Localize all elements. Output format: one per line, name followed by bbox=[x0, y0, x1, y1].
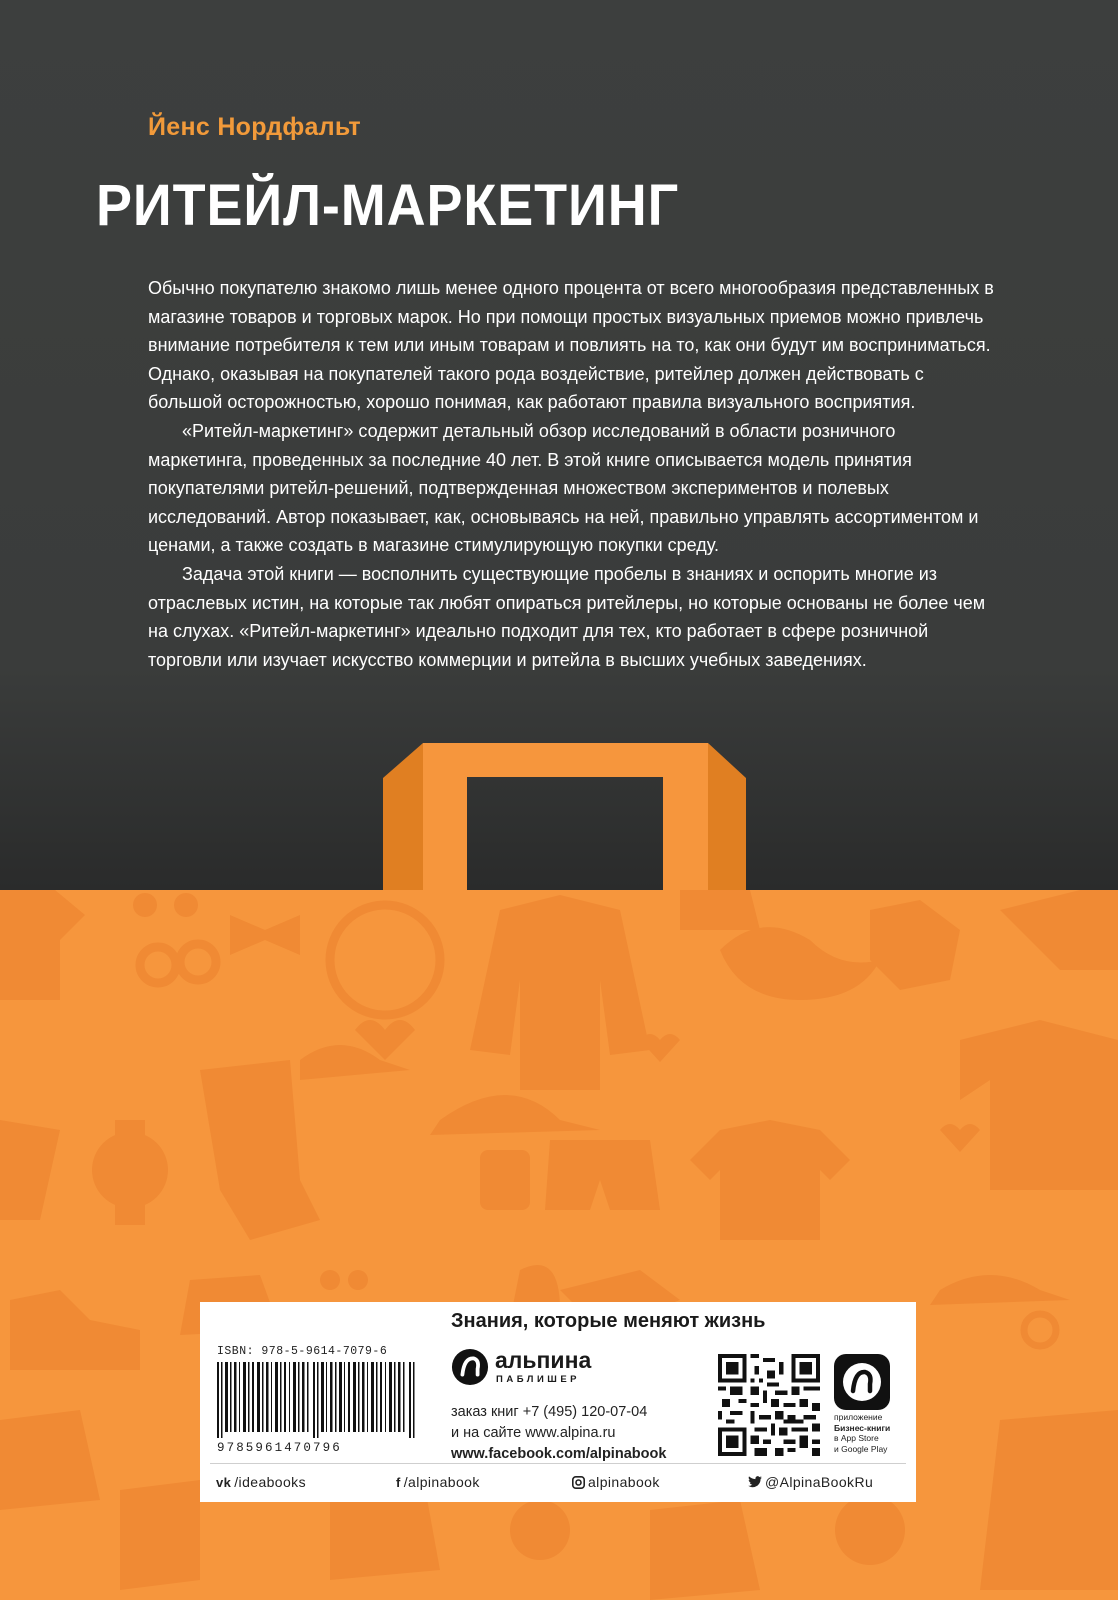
vk-icon: vk bbox=[216, 1474, 232, 1490]
description-paragraph: «Ритейл-маркетинг» содержит детальный обзор исследований в области розничного маркетинга, проведенных за последние 40 лет. В этой книге описывается модель принятия покупателями ритейл-решений, подтвержденная множеством экспериментов и полевых исследований. Автор показывает, как, основываясь на ней, правильно управлять ассортиментом и ценами, а также создать в магазине стимулирующую покупки среду. bbox=[148, 420, 979, 556]
app-line: в App Store bbox=[834, 1433, 879, 1443]
publisher-subtitle: ПАБЛИШЕР bbox=[496, 1374, 580, 1385]
app-line: приложение bbox=[834, 1412, 883, 1422]
social-facebook bbox=[396, 1474, 480, 1490]
site-link: и на сайте www.alpina.ru bbox=[451, 1425, 616, 1441]
barcode bbox=[217, 1362, 417, 1438]
barcode-number: 9785961470796 bbox=[217, 1441, 342, 1455]
author-name: Йенс Нордфальт bbox=[148, 113, 361, 141]
bag-handle-illustration bbox=[383, 743, 746, 893]
twitter-icon bbox=[748, 1476, 762, 1488]
social-twitter bbox=[748, 1474, 873, 1490]
social-facebook-handle: /alpinabook bbox=[403, 1474, 480, 1490]
order-phone: заказ книг +7 (495) 120-07-04 bbox=[451, 1404, 648, 1420]
book-description bbox=[148, 274, 998, 674]
publisher-contacts bbox=[451, 1402, 666, 1465]
social-twitter-handle: @AlpinaBookRu bbox=[765, 1474, 874, 1490]
description-paragraph: Обычно покупателю знакомо лишь менее одного процента от всего многообразия представленных в магазине товаров и торговых марок. Но при помощи простых визуальных приемов можно привлечь внимание потребителя к тем или иным товарам и повлиять на то, как они будут им восприниматься. Однако, оказывая на покупателей такого рода воздействие, ритейлер должен действовать с большой осторожностью, хорошо понимая, как работают правила визуального восприятия. bbox=[148, 278, 994, 413]
alpina-logo-icon bbox=[451, 1348, 489, 1386]
facebook-icon: f bbox=[396, 1474, 401, 1490]
app-store-alpina-icon bbox=[834, 1354, 890, 1410]
instagram-icon bbox=[572, 1476, 585, 1489]
publisher-info-panel bbox=[200, 1302, 916, 1502]
app-line: и Google Play bbox=[834, 1443, 888, 1454]
app-line bbox=[834, 1423, 890, 1434]
social-vk-handle: /ideabooks bbox=[234, 1474, 306, 1490]
publisher-slogan: Знания, которые меняют жизнь bbox=[451, 1310, 766, 1332]
social-instagram-handle: alpinabook bbox=[588, 1474, 660, 1490]
panel-divider bbox=[210, 1463, 906, 1464]
app-name: Бизнес-книги bbox=[834, 1422, 891, 1433]
isbn-label: ISBN: 978-5-9614-7079-6 bbox=[217, 1345, 388, 1358]
description-paragraph: Задача этой книги — восполнить существующие пробелы в знаниях и оспорить многие из отраслевых истин, на которые так любят опираться ритейлеры, но которые основаны не более чем на слухах. «Ритейл-маркетинг» идеально подходит для тех, кто работает в сфере розничной торговли или изучает искусство коммерции и ритейла в высших учебных заведениях. bbox=[148, 563, 986, 670]
book-title: РИТЕЙЛ-МАРКЕТИНГ bbox=[96, 173, 680, 238]
publisher-name: альпина bbox=[495, 1347, 592, 1373]
facebook-link: www.facebook.com/alpinabook bbox=[451, 1446, 667, 1462]
qr-code bbox=[718, 1354, 820, 1456]
social-vk bbox=[216, 1474, 306, 1490]
social-instagram bbox=[572, 1474, 660, 1490]
app-promo-text bbox=[834, 1412, 890, 1454]
